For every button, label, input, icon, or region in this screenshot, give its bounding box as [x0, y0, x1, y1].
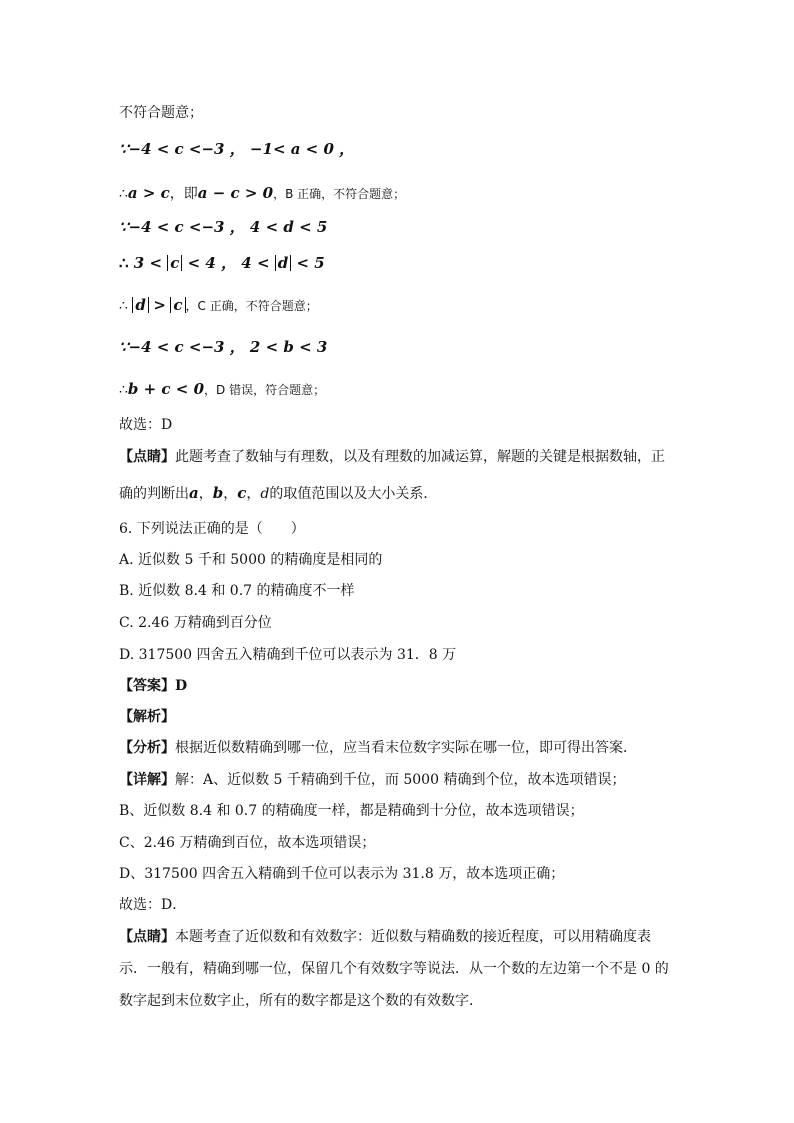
- text: 解：A、近似数 5 千精确到千位，而 5000 精确到个位，故本选项错误；: [175, 772, 626, 788]
- math-line: ∵−4 < c <−3 ， 2 < b < 3: [119, 338, 328, 356]
- text: 的取值范围以及大小关系．: [269, 486, 438, 502]
- text: ，D 错误，符合题意；: [204, 383, 326, 397]
- detail-c: C、2.46 万精确到百位，故本选项错误；: [119, 835, 376, 851]
- option-c: C. 2.46 万精确到百分位: [119, 615, 272, 631]
- text-line: 数字起到末位数字止，所有的数字都是这个数的有效数字．: [119, 993, 483, 1009]
- dianjing-tag: 【点睛】: [119, 449, 175, 465]
- math-expr: a − c > 0: [197, 184, 274, 202]
- option-d: D. 317500 四舍五入精确到千位可以表示为 31．8 万: [119, 647, 457, 663]
- question-title: 6. 下列说法正确的是（ ）: [119, 521, 305, 537]
- choose-line: 故选：D．: [119, 897, 187, 913]
- sep: ，: [223, 486, 238, 502]
- abs-value: d: [275, 255, 292, 271]
- text-line: [119, 448, 665, 466]
- text: 确的判断出: [119, 486, 189, 502]
- answer-line: 【答案】D: [119, 678, 188, 694]
- text-line: 不符合题意；: [119, 105, 203, 121]
- text: 根据近似数精确到哪一位，应当看末位数字实际在哪一位，即可得出答案．: [175, 740, 637, 756]
- text-line: [119, 771, 625, 789]
- math-line: ∵−4 < c <−3 ， 4 < d < 5: [119, 218, 328, 236]
- text-line: [119, 296, 318, 315]
- option-a: A. 近似数 5 千和 5000 的精确度是相同的: [119, 552, 383, 568]
- text-line: [119, 739, 637, 757]
- text: 本题考查了近似数和有效数字：近似数与精确数的接近程度，可以用精确度表: [175, 929, 651, 945]
- fenxi-tag: 【分析】: [119, 740, 175, 756]
- text-line: [119, 928, 651, 946]
- math-line: ∵−4 < c <−3 ， −1< a < 0 ，: [119, 140, 355, 158]
- abs-value: c: [170, 297, 185, 313]
- var-c: c: [237, 484, 247, 502]
- text-line: [119, 484, 437, 503]
- text-line: [119, 380, 325, 399]
- sep: ，: [198, 486, 213, 502]
- therefore-symbol: ∴: [119, 254, 129, 272]
- xiangjie-tag: 【详解】: [119, 772, 175, 788]
- var-b: b: [212, 484, 224, 502]
- text: ，B 正确，不符合题意；: [273, 187, 406, 201]
- analysis-heading: 【解析】: [119, 709, 175, 725]
- text-line: 故选：D: [119, 417, 173, 433]
- var-d: d: [260, 486, 270, 502]
- math-line: [119, 254, 325, 272]
- math-expr: b + c < 0: [127, 380, 205, 398]
- therefore-symbol: ∴: [119, 298, 128, 314]
- math-expr: >: [153, 296, 166, 314]
- option-b: B. 近似数 8.4 和 0.7 的精确度不一样: [119, 583, 355, 599]
- math-expr: 3 <: [133, 254, 163, 272]
- detail-b: B、近似数 8.4 和 0.7 的精确度一样，都是精确到十分位，故本选项错误；: [119, 803, 584, 819]
- text-line: 示．一般有，精确到哪一位，保留几个有效数字等说法．从一个数的左边第一个不是 0 的: [119, 961, 669, 977]
- therefore-symbol: ∴: [119, 382, 128, 398]
- text: ，即: [169, 186, 198, 202]
- math-expr: a > c: [127, 184, 170, 202]
- math-expr: < 4 ， 4 <: [187, 254, 270, 272]
- abs-value: d: [132, 297, 149, 313]
- text: 此题考查了数轴与有理数，以及有理数的加减运算，解题的关键是根据数轴，正: [175, 449, 665, 465]
- detail-d: D、317500 四舍五入精确到千位可以表示为 31.8 万，故本选项正确；: [119, 866, 565, 882]
- sep: ，: [246, 486, 261, 502]
- math-expr: < 5: [296, 254, 325, 272]
- therefore-symbol: ∴: [119, 186, 128, 202]
- dianjing-tag: 【点睛】: [119, 929, 175, 945]
- abs-value: c: [167, 255, 182, 271]
- text-line: [119, 184, 405, 203]
- text: ，C 正确，不符合题意；: [185, 299, 318, 313]
- var-a: a: [189, 484, 199, 502]
